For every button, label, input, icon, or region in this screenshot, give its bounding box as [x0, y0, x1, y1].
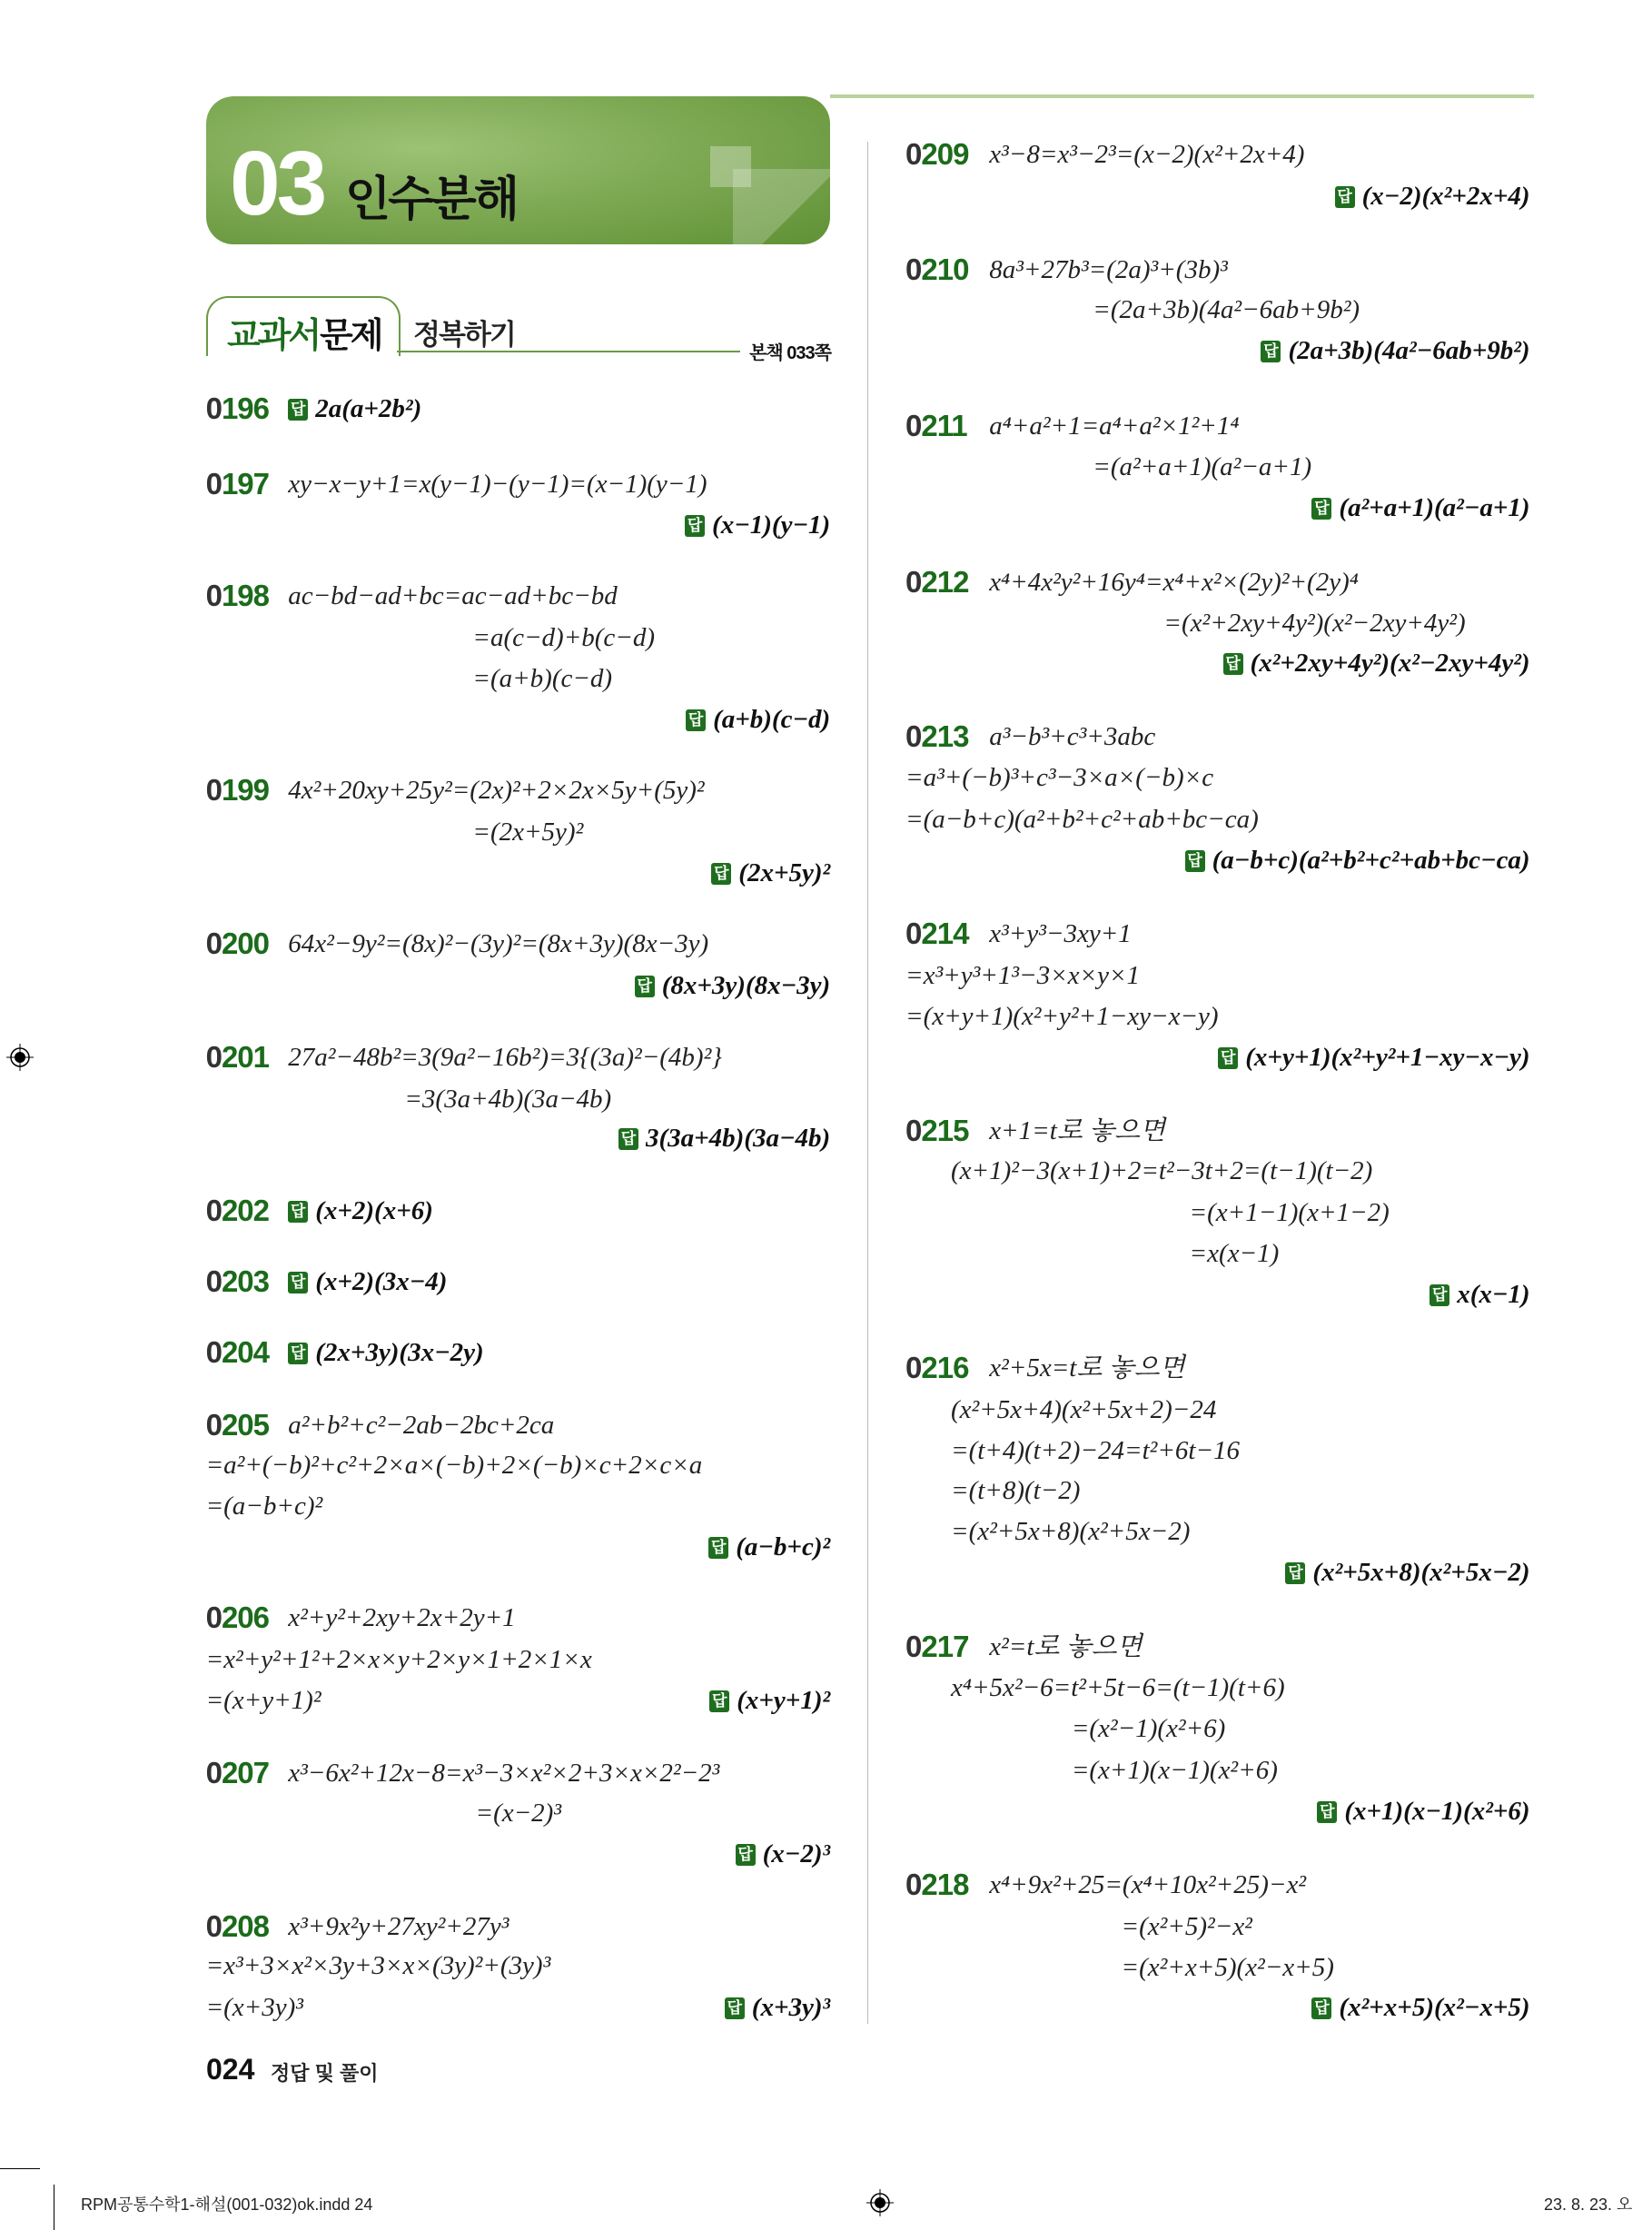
solution-step: a³−b³+c³+3abc	[989, 722, 1156, 752]
answer-text: x(x−1)	[1457, 1280, 1530, 1310]
solution-step: x²+y²+2xy+2x+2y+1	[288, 1603, 516, 1633]
problem-number-digits: 206	[221, 1601, 269, 1635]
answer-mark-icon: 답	[1317, 1801, 1337, 1823]
answer-mark-icon: 답	[736, 1844, 756, 1866]
solution-step: =x³+y³+1³−3×x×y×1	[905, 960, 1141, 990]
solution-step: a⁴+a²+1=a⁴+a²×1²+1⁴	[989, 411, 1240, 441]
problem-number-leading-digit: 0	[205, 1601, 222, 1635]
problem-number-digits: 203	[221, 1264, 269, 1299]
problem-number-digits: 196	[221, 391, 269, 426]
problem-number	[206, 1407, 269, 1443]
solution-step: =3(3a+4b)(3a−4b)	[404, 1084, 612, 1114]
answer-text: (a²+a+1)(a²−a+1)	[1339, 493, 1530, 523]
solution-step: =x²+y²+1²+2×x×y+2×y×1+2×1×x	[205, 1644, 592, 1674]
answer-text: (x+1)(x−1)(x²+6)	[1344, 1797, 1530, 1826]
problem-number-digits: 216	[921, 1351, 969, 1385]
problem-number-digits: 215	[921, 1114, 969, 1148]
solution-step: x⁴+5x²−6=t²+5t−6=(t−1)(t+6)	[951, 1673, 1285, 1703]
problem-number-leading-digit: 0	[205, 579, 222, 613]
registration-mark-icon	[6, 1044, 34, 1071]
answer-text: (2x+3y)(3x−2y)	[315, 1338, 484, 1368]
solution-step: x³+y³−3xy+1	[989, 919, 1132, 949]
problem-number	[206, 926, 269, 962]
problem-number-leading-digit: 0	[205, 927, 222, 961]
section-label-textbook: 교과서	[227, 317, 320, 355]
solution-step: =(x+3y)³	[205, 1992, 303, 2022]
problem-number	[206, 1908, 269, 1945]
problem-number-leading-digit: 0	[205, 1755, 222, 1789]
answer-mark-icon: 답	[288, 1201, 308, 1223]
solution-step: =(a−b+c)(a²+b²+c²+ab+bc−ca)	[905, 804, 1259, 834]
column-divider	[867, 142, 868, 2024]
problem-number-digits: 218	[921, 1868, 969, 1902]
answer	[725, 1989, 830, 2026]
solution-step: =(x+1−1)(x+1−2)	[1189, 1197, 1390, 1227]
problem-number-leading-digit: 0	[205, 1193, 222, 1227]
solution-step: =(x²+5)²−x²	[1121, 1911, 1252, 1941]
answer	[618, 1120, 830, 1156]
problem-number-digits: 197	[221, 466, 269, 501]
problem-number-digits: 199	[221, 773, 269, 808]
solution-step: =(t+4)(t+2)−24=t²+6t−16	[951, 1436, 1241, 1466]
answer-mark-icon: 답	[708, 1537, 728, 1559]
solution-step: x⁴+4x²y²+16y⁴=x⁴+x²×(2y)²+(2y)⁴	[989, 567, 1359, 597]
answer	[1317, 1793, 1529, 1829]
header-rule	[830, 94, 1534, 98]
answer-mark-icon: 답	[1218, 1047, 1238, 1069]
answer	[1285, 1554, 1529, 1591]
banner-decoration	[733, 169, 830, 244]
problem-number	[206, 1193, 269, 1229]
solution-step: =(x+1)(x−1)(x²+6)	[1071, 1755, 1278, 1785]
problem-number-leading-digit: 0	[205, 773, 222, 808]
answer-mark-icon: 답	[1335, 186, 1355, 208]
problem-number	[206, 1264, 269, 1300]
answer-text: (x²+x+5)(x²−x+5)	[1339, 1992, 1530, 2022]
problem-number-digits: 214	[921, 917, 969, 951]
problem-number	[206, 391, 269, 427]
problem-number	[206, 578, 269, 614]
chapter-title: 인수분해	[345, 173, 517, 226]
crop-mark	[0, 2168, 40, 2169]
problem-number	[905, 916, 968, 952]
problem-number-digits: 200	[221, 927, 269, 961]
solution-step: =x³+3×x²×3y+3×x×(3y)²+(3y)³	[205, 1951, 551, 1981]
page-number: 024	[206, 2053, 255, 2086]
solution-step: =(a²+a+1)(a²−a+1)	[1093, 452, 1312, 482]
solution-step: =a³+(−b)³+c³−3×a×(−b)×c	[905, 763, 1214, 793]
solution-step: x³+9x²y+27xy²+27y³	[288, 1911, 509, 1941]
problem-number	[905, 1113, 968, 1149]
answer-text: (x+y+1)(x²+y²+1−xy−x−y)	[1245, 1043, 1530, 1073]
answer-text: (8x+3y)(8x−3y)	[661, 970, 831, 1000]
answer	[288, 391, 421, 427]
registration-mark-icon	[866, 2189, 894, 2216]
answer	[1185, 842, 1530, 878]
solution-step: =(x−2)³	[475, 1798, 562, 1828]
problem-number-leading-digit: 0	[905, 917, 922, 951]
solution-step: 4x²+20xy+25y²=(2x)²+2×2x×5y+(5y)²	[288, 776, 705, 806]
answer-mark-icon: 답	[1429, 1284, 1449, 1306]
problem-number-digits: 205	[221, 1407, 269, 1442]
section-rule	[397, 351, 740, 352]
answer	[711, 855, 830, 891]
solution-step: =(2x+5y)²	[472, 817, 584, 847]
solution-step: =x(x−1)	[1189, 1238, 1280, 1268]
solution-step: 8a³+27b³=(2a)³+(3b)³	[989, 254, 1228, 284]
problem-number-leading-digit: 0	[905, 408, 922, 442]
answer-text: (x−1)(y−1)	[712, 510, 831, 540]
solution-step: x⁴+9x²+25=(x⁴+10x²+25)−x²	[989, 1870, 1307, 1900]
answer-mark-icon: 답	[1311, 1997, 1331, 2019]
textbook-page-reference: 본책 033쪽	[749, 343, 831, 363]
solution-step: x³−8=x³−2³=(x−2)(x²+2x+4)	[989, 140, 1305, 170]
solution-step: (x+1)²−3(x+1)+2=t²−3t+2=(t−1)(t−2)	[951, 1156, 1373, 1186]
solution-step: =a(c−d)+b(c−d)	[472, 622, 656, 652]
problem-number-leading-digit: 0	[205, 391, 222, 426]
solution-step: =(x²+x+5)(x²−x+5)	[1121, 1952, 1334, 1982]
problem-number-digits: 207	[221, 1755, 269, 1789]
problem-number-leading-digit: 0	[905, 564, 922, 599]
problem-number-digits: 204	[221, 1335, 269, 1370]
problem-number	[905, 1867, 968, 1903]
answer-mark-icon: 답	[1185, 850, 1205, 872]
solution-step: =(x²+5x+8)(x²+5x−2)	[951, 1517, 1191, 1547]
answer	[635, 967, 830, 1004]
answer	[288, 1264, 447, 1300]
answer-mark-icon: 답	[288, 399, 308, 421]
chapter-number: 03	[230, 133, 324, 234]
answer-mark-icon: 답	[1223, 653, 1243, 675]
answer	[288, 1193, 433, 1229]
answer-text: (2x+5y)²	[738, 858, 831, 888]
problem-number-digits: 202	[221, 1193, 269, 1227]
solution-step: a²+b²+c²−2ab−2bc+2ca	[288, 1410, 555, 1440]
answer-text: (a−b+c)²	[736, 1532, 831, 1562]
solution-step: =(x+y+1)(x²+y²+1−xy−x−y)	[905, 1001, 1219, 1031]
answer-text: (x−2)³	[762, 1839, 831, 1868]
problem-number-digits: 208	[221, 1908, 269, 1943]
problem-number-leading-digit: 0	[205, 1407, 222, 1442]
answer-mark-icon: 답	[709, 1690, 729, 1712]
problem-number	[905, 252, 968, 288]
solution-step: =(x+y+1)²	[205, 1686, 321, 1716]
footer-label: 정답 및 풀이	[271, 2062, 379, 2085]
problem-number-leading-digit: 0	[205, 466, 222, 501]
answer-mark-icon: 답	[1261, 341, 1281, 362]
answer-mark-icon: 답	[635, 976, 655, 997]
answer-mark-icon: 답	[1311, 498, 1331, 520]
answer-mark-icon: 답	[725, 1997, 745, 2019]
answer-text: (a+b)(c−d)	[713, 705, 831, 735]
answer	[686, 701, 830, 738]
problem-number-leading-digit: 0	[205, 1335, 222, 1370]
solution-step: (x²+5x+4)(x²+5x+2)−24	[951, 1394, 1217, 1424]
answer-mark-icon: 답	[618, 1128, 638, 1150]
problem-number	[905, 1629, 968, 1665]
problem-number-leading-digit: 0	[905, 252, 922, 286]
answer-text: (x−2)(x²+2x+4)	[1361, 181, 1530, 211]
solution-step: =(x²+2xy+4y²)(x²−2xy+4y²)	[1163, 609, 1466, 639]
solution-step: =(a−b+c)²	[205, 1492, 323, 1521]
answer-text: (x+3y)³	[751, 1992, 831, 2022]
answer-mark-icon: 답	[288, 1343, 308, 1364]
problem-number-digits: 217	[921, 1629, 969, 1663]
answer-text: (x²+5x+8)(x²+5x−2)	[1312, 1558, 1530, 1588]
problem-number-digits: 201	[221, 1040, 269, 1075]
answer-text: (x+2)(x+6)	[315, 1195, 433, 1225]
solution-step: 27a²−48b²=3(9a²−16b²)=3{(3a)²−(4b)²}	[288, 1043, 722, 1073]
problem-number-digits: 210	[921, 252, 969, 286]
problem-number-digits: 211	[921, 408, 967, 442]
answer	[709, 1682, 830, 1719]
solution-step: =(2a+3b)(4a²−6ab+9b²)	[1093, 294, 1360, 324]
answer-text: 3(3a+4b)(3a−4b)	[645, 1124, 831, 1154]
answer-mark-icon: 답	[685, 515, 705, 537]
print-slug: RPM공통수학1-해설(001-032)ok.indd 24	[81, 2195, 373, 2214]
solution-step: =a²+(−b)²+c²+2×a×(−b)+2×(−b)×c+2×c×a	[205, 1450, 703, 1480]
problem-number	[905, 719, 968, 755]
problem-number-leading-digit: 0	[905, 1114, 922, 1148]
solution-step: x²=t로 놓으면	[989, 1631, 1143, 1661]
answer-text: (2a+3b)(4a²−6ab+9b²)	[1288, 335, 1530, 365]
problem-number-leading-digit: 0	[205, 1908, 222, 1943]
answer	[1223, 645, 1530, 681]
solution-step: =(t+8)(t−2)	[951, 1475, 1081, 1505]
answer-mark-icon: 답	[711, 863, 731, 885]
problem-number	[206, 466, 269, 502]
solution-step: =(a+b)(c−d)	[472, 663, 613, 693]
problem-number-digits: 213	[921, 719, 969, 754]
problem-number-leading-digit: 0	[905, 1351, 922, 1385]
section-label-problems: 문제	[320, 317, 381, 355]
answer	[685, 507, 830, 543]
answer-text: (x+2)(3x−4)	[315, 1267, 448, 1297]
answer-text: 2a(a+2b²)	[315, 394, 422, 424]
answer	[1311, 1989, 1529, 2026]
problem-number	[206, 1755, 269, 1791]
answer	[1261, 332, 1529, 369]
solution-step: x+1=t로 놓으면	[989, 1116, 1166, 1146]
problem-number	[905, 408, 967, 444]
answer-text: (x²+2xy+4y²)(x²−2xy+4y²)	[1250, 648, 1530, 678]
solution-step: x²+5x=t로 놓으면	[989, 1353, 1185, 1383]
solution-step: =(x²−1)(x²+6)	[1071, 1714, 1226, 1744]
answer-mark-icon: 답	[1285, 1562, 1305, 1584]
problem-number	[905, 564, 968, 600]
problem-number	[905, 1350, 968, 1386]
answer-mark-icon: 답	[686, 709, 706, 731]
problem-number	[905, 136, 968, 173]
problem-number	[206, 772, 269, 808]
problem-number-leading-digit: 0	[205, 1040, 222, 1075]
problem-number-leading-digit: 0	[205, 1264, 222, 1299]
answer-text: (a−b+c)(a²+b²+c²+ab+bc−ca)	[1212, 845, 1530, 875]
answer-text: (x+y+1)²	[737, 1686, 831, 1716]
problem-number	[206, 1039, 269, 1075]
answer	[288, 1334, 483, 1371]
solution-step: 64x²−9y²=(8x)²−(3y)²=(8x+3y)(8x−3y)	[288, 929, 709, 959]
problem-number-digits: 212	[921, 564, 969, 599]
answer	[1335, 178, 1530, 214]
solution-step: xy−x−y+1=x(y−1)−(y−1)=(x−1)(y−1)	[288, 469, 707, 499]
problem-number-leading-digit: 0	[905, 719, 922, 754]
problem-number-leading-digit: 0	[905, 137, 922, 172]
answer	[736, 1836, 831, 1872]
answer-mark-icon: 답	[288, 1272, 308, 1293]
problem-number	[206, 1600, 269, 1636]
solution-step: ac−bd−ad+bc=ac−ad+bc−bd	[288, 581, 618, 611]
answer	[1429, 1276, 1529, 1313]
problem-number	[206, 1334, 269, 1371]
problem-number-digits: 209	[921, 137, 969, 172]
answer	[1311, 490, 1529, 526]
answer	[1218, 1039, 1529, 1075]
answer	[708, 1529, 830, 1565]
problem-number-leading-digit: 0	[905, 1629, 922, 1663]
print-date: 23. 8. 23. 오	[1544, 2195, 1633, 2214]
solution-step: x³−6x²+12x−8=x³−3×x²×2+3×x×2²−2³	[288, 1758, 720, 1788]
problem-number-leading-digit: 0	[905, 1868, 922, 1902]
section-subtitle: 정복하기	[413, 319, 515, 351]
problem-number-digits: 198	[221, 579, 269, 613]
